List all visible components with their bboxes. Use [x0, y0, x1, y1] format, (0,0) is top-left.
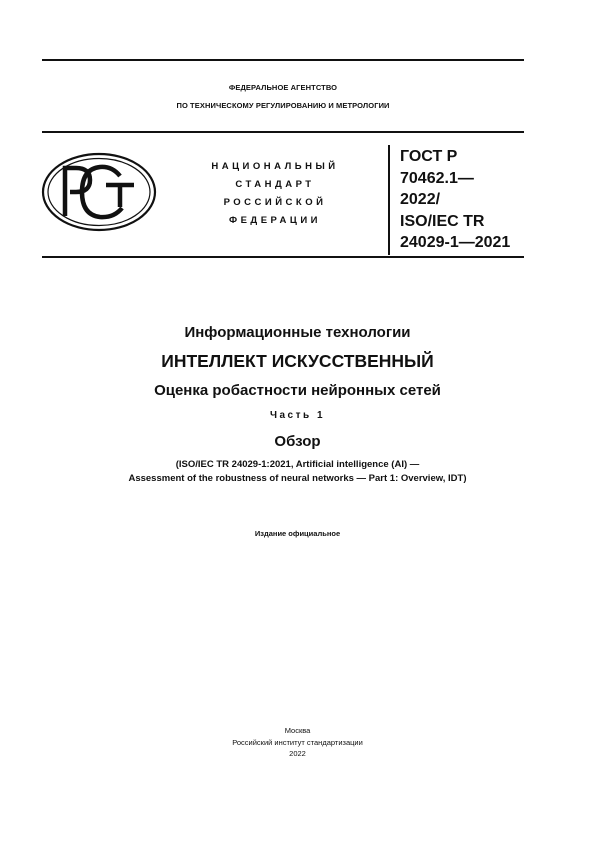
imprint-publisher: Российский институт стандартизации — [232, 737, 363, 747]
edition-label: Издание официальное — [254, 529, 341, 538]
standard-type-line: СТАНДАРТ — [235, 179, 315, 190]
agency-line-2: ПО ТЕХНИЧЕСКОМУ РЕГУЛИРОВАНИЮ И МЕТРОЛОГИИ — [176, 101, 390, 110]
title-line-3: Оценка робастности нейронных сетей — [154, 382, 441, 399]
rst-certification-mark-icon — [40, 151, 158, 233]
top-rule — [42, 59, 524, 61]
original-line-2: Assessment of the robustness of neural networks — Part 1: Overview, IDT) — [128, 473, 467, 484]
header-rule — [42, 131, 524, 133]
standard-type-line: ФЕДЕРАЦИИ — [228, 215, 321, 226]
standard-type-line: РОССИЙСКОЙ — [223, 197, 327, 208]
standard-type — [186, 158, 364, 230]
designation-rule — [42, 256, 524, 258]
standard-designation — [400, 146, 530, 254]
imprint-city: Москва — [284, 726, 311, 735]
imprint-year: 2022 — [289, 749, 306, 758]
designation-line: 24029-1—2021 — [400, 234, 511, 251]
designation-line: ГОСТ Р — [400, 148, 458, 165]
agency-line-1: ФЕДЕРАЛЬНОЕ АГЕНТСТВО — [228, 83, 338, 92]
designation-line: 2022/ — [400, 191, 441, 208]
original-line-1: (ISO/IEC TR 24029-1:2021, Artificial intelligence (AI) — — [175, 459, 420, 470]
part-label: Часть 1 — [269, 410, 326, 421]
designation-divider — [388, 145, 390, 255]
imprint — [0, 725, 595, 760]
rst-logo — [40, 151, 158, 233]
title-line-1: Информационные технологии — [184, 324, 411, 341]
designation-line: ISO/IEC TR — [400, 212, 485, 230]
title-line-2: ИНТЕЛЛЕКТ ИСКУССТВЕННЫЙ — [161, 351, 434, 371]
original-reference — [0, 458, 595, 486]
standard-type-line: НАЦИОНАЛЬНЫЙ — [211, 161, 339, 172]
designation-line: 70462.1— — [400, 169, 474, 187]
subtitle: Обзор — [274, 433, 321, 450]
